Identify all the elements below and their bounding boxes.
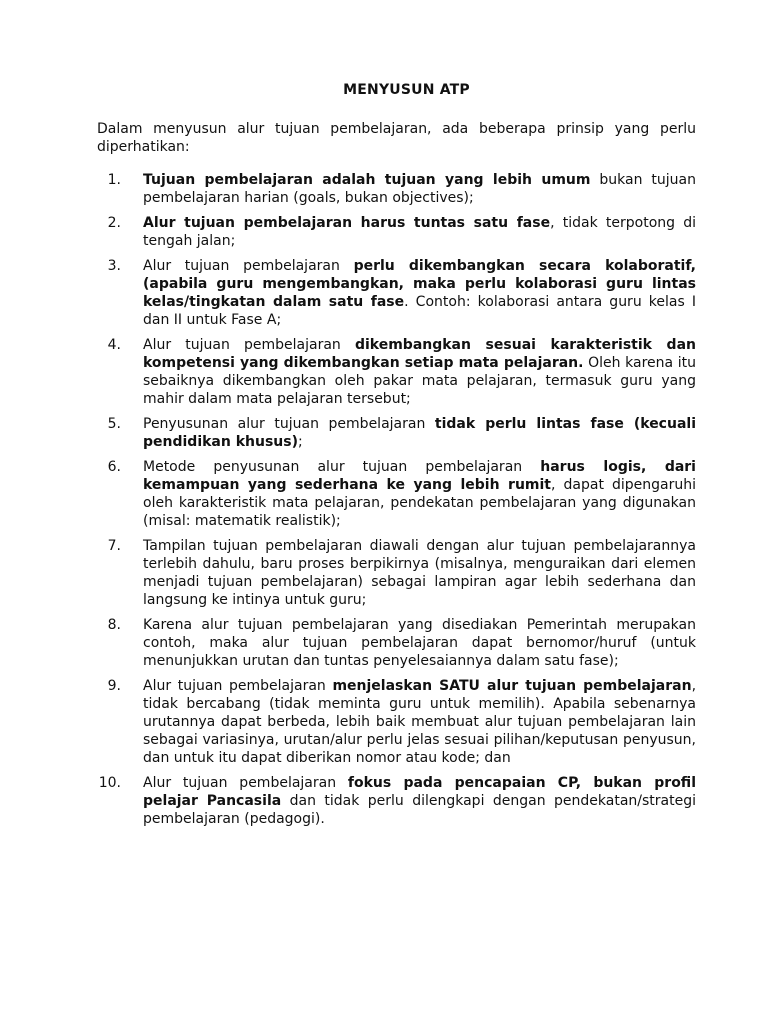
principles-list	[97, 171, 696, 828]
plain-text: , dapat dipengaruhi oleh karakteristik mata pelajaran, pendekatan pembelajaran yang digunakan (misal: matematik realistik);	[143, 477, 696, 529]
plain-text: bukan tujuan pembelajaran harian (goals, bukan objectives);	[143, 172, 696, 206]
bold-text: perlu dikembangkan secara kolaboratif, (apabila guru mengembangkan, maka perlu kolaborasi guru lintas kelas/tingkatan dalam satu fase	[143, 258, 696, 310]
list-item-text	[143, 171, 696, 207]
bold-text: Alur tujuan pembelajaran harus tuntas satu fase	[143, 215, 551, 231]
list-item-number: 9.	[107, 678, 121, 694]
list-item-text	[143, 616, 696, 670]
list-item-number: 4.	[107, 337, 121, 353]
plain-text: Alur tujuan pembelajaran	[143, 775, 348, 791]
bold-text: harus logis, dari kemampuan yang sederhana ke yang lebih rumit	[143, 459, 696, 493]
plain-text: Metode penyusunan alur tujuan pembelajaran	[143, 459, 541, 475]
list-item	[97, 537, 696, 609]
list-item	[97, 774, 696, 828]
plain-text: ;	[298, 434, 303, 450]
list-item	[97, 677, 696, 767]
list-item-text	[143, 774, 696, 828]
list-item-number: 5.	[107, 416, 121, 432]
plain-text: Alur tujuan pembelajaran	[143, 337, 355, 353]
list-item	[97, 415, 696, 451]
page-title: MENYUSUN ATP	[343, 82, 470, 98]
plain-text: Oleh karena itu sebaiknya dikembangkan oleh pakar mata pelajaran, termasuk guru yang mahir dalam mata pelajaran tersebut;	[143, 355, 696, 407]
list-item	[97, 214, 696, 250]
list-item	[97, 616, 696, 670]
list-item	[97, 336, 696, 408]
list-item-text	[143, 214, 696, 250]
list-item	[97, 171, 696, 207]
bold-text: Tujuan pembelajaran adalah tujuan yang lebih umum	[143, 172, 591, 188]
bold-text: menjelaskan SATU alur tujuan pembelajaran	[332, 678, 692, 694]
list-item-number: 6.	[107, 459, 121, 475]
list-item-text	[143, 677, 696, 767]
plain-text: Karena alur tujuan pembelajaran yang disediakan Pemerintah merupakan contoh, maka alur tujuan pembelajaran dapat bernomor/huruf (untuk menunjukkan urutan dan tuntas penyelesaiannya dalam satu fase);	[143, 617, 696, 669]
plain-text: Tampilan tujuan pembelajaran diawali dengan alur tujuan pembelajarannya terlebih dahulu, baru proses berpikirnya (misalnya, menguraikan dari elemen menjadi tujuan pembelajaran) sebagai lampiran agar lebih sederhana dan langsung ke intinya untuk guru;	[143, 538, 696, 608]
plain-text: . Contoh: kolaborasi antara guru kelas I dan II untuk Fase A;	[143, 294, 696, 328]
list-item-text	[143, 537, 696, 609]
list-item-number: 7.	[107, 538, 121, 554]
list-item	[97, 458, 696, 530]
list-item-text	[143, 257, 696, 329]
list-item-number: 8.	[107, 617, 121, 633]
list-item-number: 3.	[107, 258, 121, 274]
bold-text: fokus pada pencapaian CP, bukan profil pelajar Pancasila	[143, 775, 696, 809]
plain-text: , tidak terpotong di tengah jalan;	[143, 215, 696, 249]
list-item-text	[143, 458, 696, 530]
list-item-number: 10.	[98, 775, 121, 791]
list-item-number: 2.	[107, 215, 121, 231]
intro-paragraph: Dalam menyusun alur tujuan pembelajaran, ada beberapa prinsip yang perlu diperhatikan:	[97, 121, 696, 155]
plain-text: Alur tujuan pembelajaran	[143, 678, 333, 694]
list-item-text	[143, 415, 696, 451]
bold-text: tidak perlu lintas fase (kecuali pendidikan khusus)	[143, 416, 696, 450]
bold-text: dikembangkan sesuai karakteristik dan kompetensi yang dikembangkan setiap mata pelajaran.	[143, 337, 696, 371]
plain-text: Alur tujuan pembelajaran	[143, 258, 354, 274]
plain-text: dan tidak perlu dilengkapi dengan pendekatan/strategi pembelajaran (pedagogi).	[143, 793, 696, 827]
plain-text: Penyusunan alur tujuan pembelajaran	[143, 416, 435, 432]
list-item	[97, 257, 696, 329]
list-item-text	[143, 336, 696, 408]
plain-text: , tidak bercabang (tidak meminta guru untuk memilih). Apabila sebenarnya urutannya dapat berbeda, lebih baik membuat alur tujuan pembelajaran lain sebagai variasinya, urutan/alur perlu jelas sesuai pilihan/keputusan penyusun, dan untuk itu dapat diberikan nomor atau kode; dan	[143, 678, 697, 766]
list-item-number: 1.	[107, 172, 121, 188]
